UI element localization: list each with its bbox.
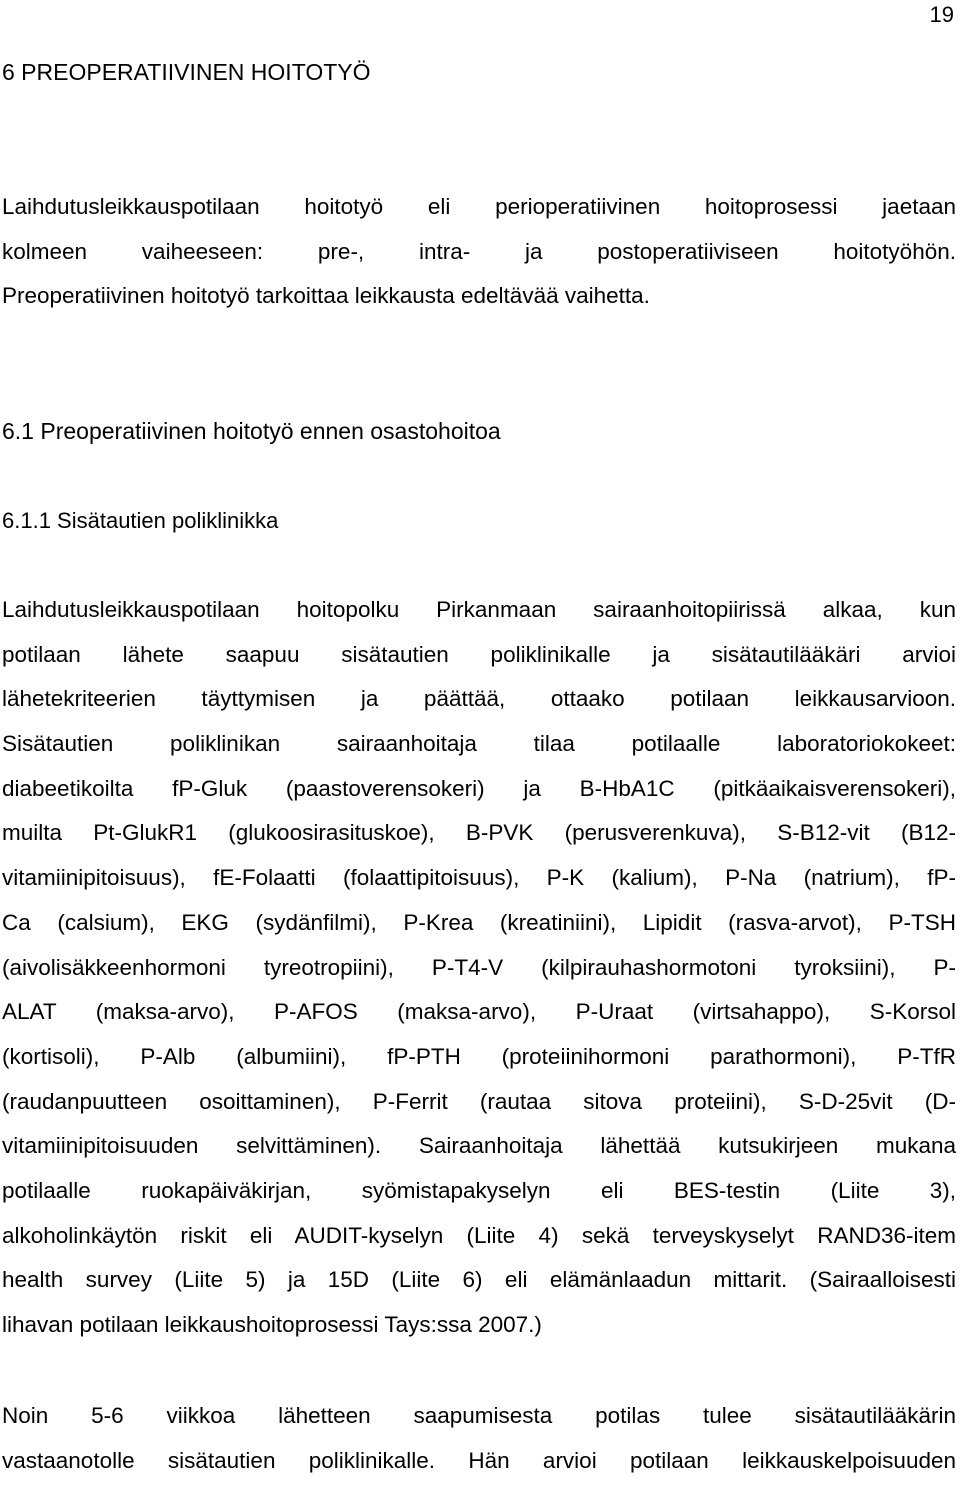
paragraph-line: vitamiinipitoisuuden selvittäminen). Sairaanhoitaja lähettää kutsukirjeen mukana xyxy=(2,1133,956,1159)
paragraph-line: Laihdutusleikkauspotilaan hoitopolku Pirkanmaan sairaanhoitopiirissä alkaa, kun xyxy=(2,597,956,622)
paragraph-line: (aivolisäkkeenhormoni tyreotropiini), P-T4-V (kilpirauhashormotoni tyroksiini), P- xyxy=(2,954,956,980)
subsection-heading: 6.1.1 Sisätautien poliklinikka xyxy=(2,508,279,533)
section-heading: 6.1 Preoperatiivinen hoitotyö ennen osastohoitoa xyxy=(2,418,501,444)
paragraph-line: alkoholinkäytön riskit eli AUDIT-kyselyn (Liite 4) sekä terveyskyselyt RAND36-item xyxy=(2,1222,956,1248)
paragraph-line: health survey (Liite 5) ja 15D (Liite 6) eli elämänlaadun mittarit. (Sairaalloisesti xyxy=(2,1267,956,1293)
paragraph-line: vitamiinipitoisuus), fE-Folaatti (folaattipitoisuus), P-K (kalium), P-Na (natrium), fP- xyxy=(2,865,956,891)
paragraph-line: vastaanotolle sisätautien poliklinikalle. Hän arvioi potilaan leikkauskelpoisuuden xyxy=(2,1447,956,1473)
paragraph-line: (kortisoli), P-Alb (albumiini), fP-PTH (proteiinihormoni parathormoni), P-TfR xyxy=(2,1043,956,1069)
paragraph-line: potilaalle ruokapäiväkirjan, syömistapakyselyn eli BES-testin (Liite 3), xyxy=(2,1177,956,1203)
closing-paragraph xyxy=(2,1401,956,1490)
intro-paragraph xyxy=(2,192,956,326)
paragraph-line: potilaan lähete saapuu sisätautien poliklinikalle ja sisätautilääkäri arvioi xyxy=(2,641,956,667)
paragraph-line: lähetekriteerien täyttymisen ja päättää, ottaako potilaan leikkausarvioon. xyxy=(2,686,956,712)
paragraph-line: Ca (calsium), EKG (sydänfilmi), P-Krea (kreatiniini), Lipidit (rasva-arvot), P-TSH xyxy=(2,909,956,935)
paragraph-line: lihavan potilaan leikkaushoitoprosessi Tays:ssa 2007.) xyxy=(2,1312,542,1337)
paragraph-line: kolmeen vaiheeseen: pre-, intra- ja postoperatiiviseen hoitotyöhön. xyxy=(2,238,956,264)
paragraph-line: Sisätautien poliklinikan sairaanhoitaja tilaa potilaalle laboratoriokokeet: xyxy=(2,731,956,757)
paragraph-line: diabeetikoilta fP-Gluk (paastoverensokeri) ja B-HbA1C (pitkäaikaisverensokeri), xyxy=(2,775,956,801)
paragraph-line: ALAT (maksa-arvo), P-AFOS (maksa-arvo), P-Uraat (virtsahappo), S-Korsol xyxy=(2,999,956,1025)
page-number: 19 xyxy=(929,2,954,27)
chapter-heading: 6 PREOPERATIIVINEN HOITOTYÖ xyxy=(2,59,371,85)
main-paragraph xyxy=(2,595,956,1355)
paragraph-line: Noin 5-6 viikkoa lähetteen saapumisesta potilas tulee sisätautilääkärin xyxy=(2,1403,956,1428)
paragraph-line: Laihdutusleikkauspotilaan hoitotyö eli perioperatiivinen hoitoprosessi jaetaan xyxy=(2,194,956,219)
paragraph-line: (raudanpuutteen osoittaminen), P-Ferrit (rautaa sitova proteiini), S-D-25vit (D- xyxy=(2,1088,956,1114)
paragraph-line: Preoperatiivinen hoitotyö tarkoittaa leikkausta edeltävää vaihetta. xyxy=(2,283,650,309)
paragraph-line: muilta Pt-GlukR1 (glukoosirasituskoe), B-PVK (perusverenkuva), S-B12-vit (B12- xyxy=(2,820,956,846)
